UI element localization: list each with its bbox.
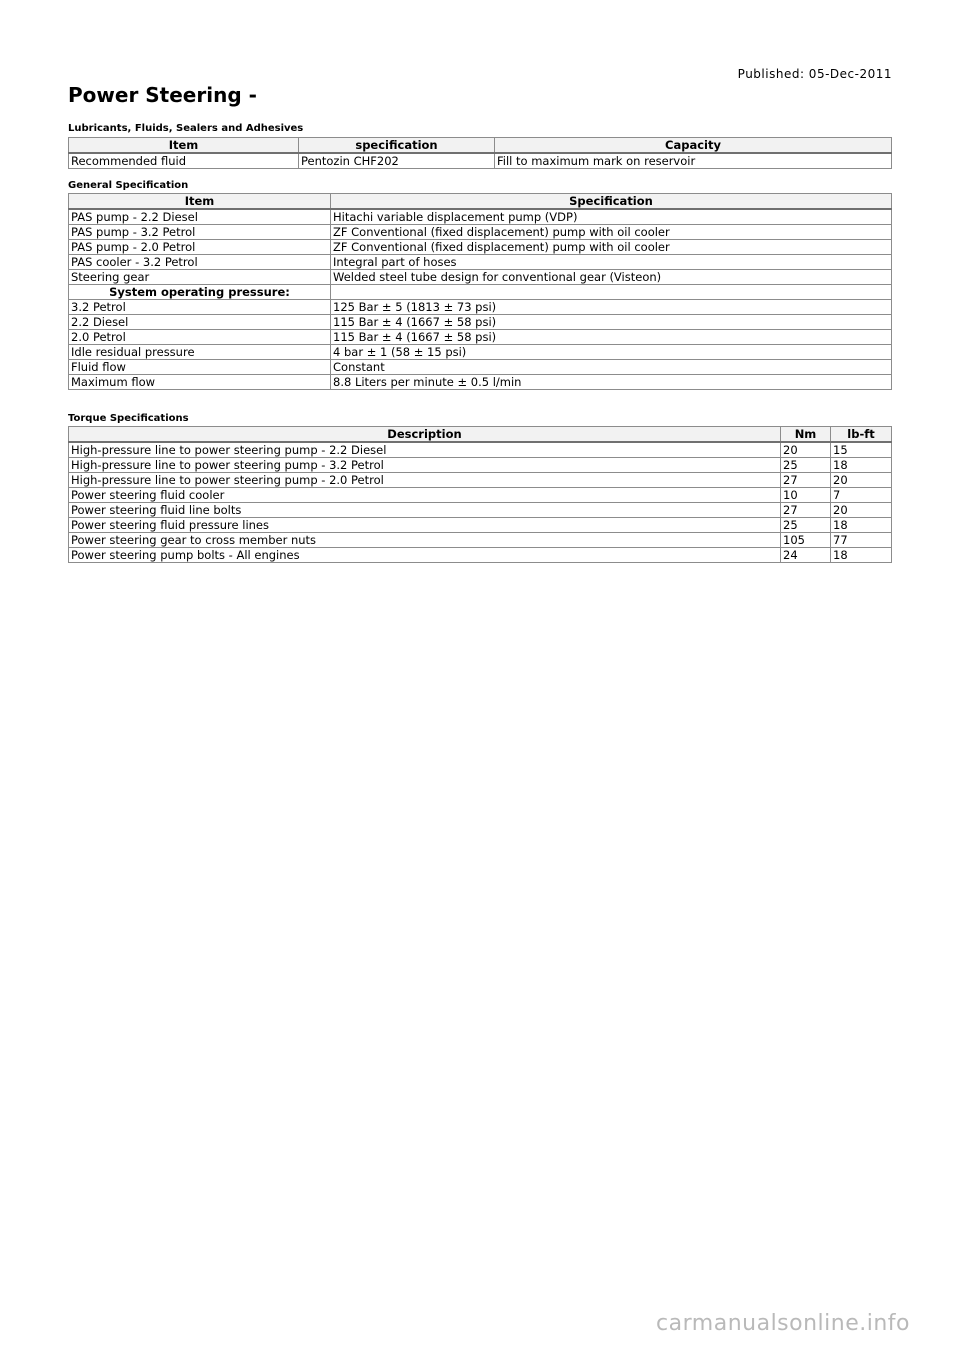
table-cell: 18 [831,548,892,563]
table-cell [331,285,892,300]
table-cell: 25 [781,458,831,473]
table-cell: 18 [831,518,892,533]
table-cell: High-pressure line to power steering pump - 3.2 Petrol [69,458,781,473]
table-cell: 10 [781,488,831,503]
table-cell: PAS cooler - 3.2 Petrol [69,255,331,270]
table-cell: Fill to maximum mark on reservoir [495,153,892,169]
table-cell: 115 Bar ± 4 (1667 ± 58 psi) [331,315,892,330]
watermark: carmanualsonline.info [656,1311,910,1336]
table-cell: 77 [831,533,892,548]
table-cell: Fluid flow [69,360,331,375]
column-header: Nm [781,427,831,443]
table-cell: 105 [781,533,831,548]
table-cell: 18 [831,458,892,473]
table-row [69,442,892,458]
table-cell: 2.2 Diesel [69,315,331,330]
table-cell: Power steering pump bolts - All engines [69,548,781,563]
table-cell: Power steering fluid line bolts [69,503,781,518]
table-cell: 24 [781,548,831,563]
column-header: Specification [331,194,892,210]
table-row [69,503,892,518]
table-row [69,270,892,285]
lubricants-section-label: Lubricants, Fluids, Sealers and Adhesives [68,123,304,134]
table-row [69,458,892,473]
table-cell: 27 [781,473,831,488]
table-cell: PAS pump - 2.0 Petrol [69,240,331,255]
table-row [69,330,892,345]
column-header: specification [299,138,495,154]
table-cell: Power steering fluid pressure lines [69,518,781,533]
table-row [69,240,892,255]
column-header: Item [69,194,331,210]
table-cell: 20 [831,473,892,488]
table-header-row [69,194,892,210]
table-row [69,488,892,503]
torque-section-label: Torque Specifications [68,413,189,424]
table-cell: 27 [781,503,831,518]
table-row [69,315,892,330]
column-header: Item [69,138,299,154]
lubricants-table [68,137,892,169]
table-row [69,255,892,270]
table-cell: Constant [331,360,892,375]
published-date: Published: 05-Dec-2011 [737,67,892,81]
table-cell: High-pressure line to power steering pump - 2.2 Diesel [69,442,781,458]
general-section-label: General Specification [68,180,189,191]
table-cell: High-pressure line to power steering pump - 2.0 Petrol [69,473,781,488]
table-cell: 125 Bar ± 5 (1813 ± 73 psi) [331,300,892,315]
table-cell: Hitachi variable displacement pump (VDP) [331,209,892,225]
table-row [69,533,892,548]
table-cell: 8.8 Liters per minute ± 0.5 l/min [331,375,892,390]
table-cell: Steering gear [69,270,331,285]
table-cell: 15 [831,442,892,458]
table-row [69,300,892,315]
table-cell: Power steering fluid cooler [69,488,781,503]
table-row [69,209,892,225]
pressure-subheading: System operating pressure: [69,285,331,300]
table-cell: Integral part of hoses [331,255,892,270]
table-row [69,473,892,488]
table-cell: 4 bar ± 1 (58 ± 15 psi) [331,345,892,360]
table-cell: 3.2 Petrol [69,300,331,315]
table-row [69,518,892,533]
table-cell: Idle residual pressure [69,345,331,360]
table-row [69,360,892,375]
table-row [69,345,892,360]
table-row [69,225,892,240]
table-cell: 115 Bar ± 4 (1667 ± 58 psi) [331,330,892,345]
table-row [69,375,892,390]
general-spec-table [68,193,892,390]
table-cell: 7 [831,488,892,503]
torque-spec-table [68,426,892,563]
table-cell: ZF Conventional (fixed displacement) pump with oil cooler [331,225,892,240]
table-header-row [69,427,892,443]
page-title: Power Steering - [68,83,257,107]
column-header: Description [69,427,781,443]
table-cell: 20 [831,503,892,518]
column-header: Capacity [495,138,892,154]
table-row [69,153,892,169]
column-header: lb-ft [831,427,892,443]
table-cell: 25 [781,518,831,533]
table-cell: Power steering gear to cross member nuts [69,533,781,548]
table-cell: 2.0 Petrol [69,330,331,345]
table-cell: Maximum flow [69,375,331,390]
table-subheading-row [69,285,892,300]
table-cell: Welded steel tube design for conventional gear (Visteon) [331,270,892,285]
table-cell: PAS pump - 2.2 Diesel [69,209,331,225]
table-header-row [69,138,892,154]
table-cell: Pentozin CHF202 [299,153,495,169]
table-row [69,548,892,563]
table-cell: ZF Conventional (fixed displacement) pump with oil cooler [331,240,892,255]
table-cell: 20 [781,442,831,458]
table-cell: PAS pump - 3.2 Petrol [69,225,331,240]
table-cell: Recommended fluid [69,153,299,169]
